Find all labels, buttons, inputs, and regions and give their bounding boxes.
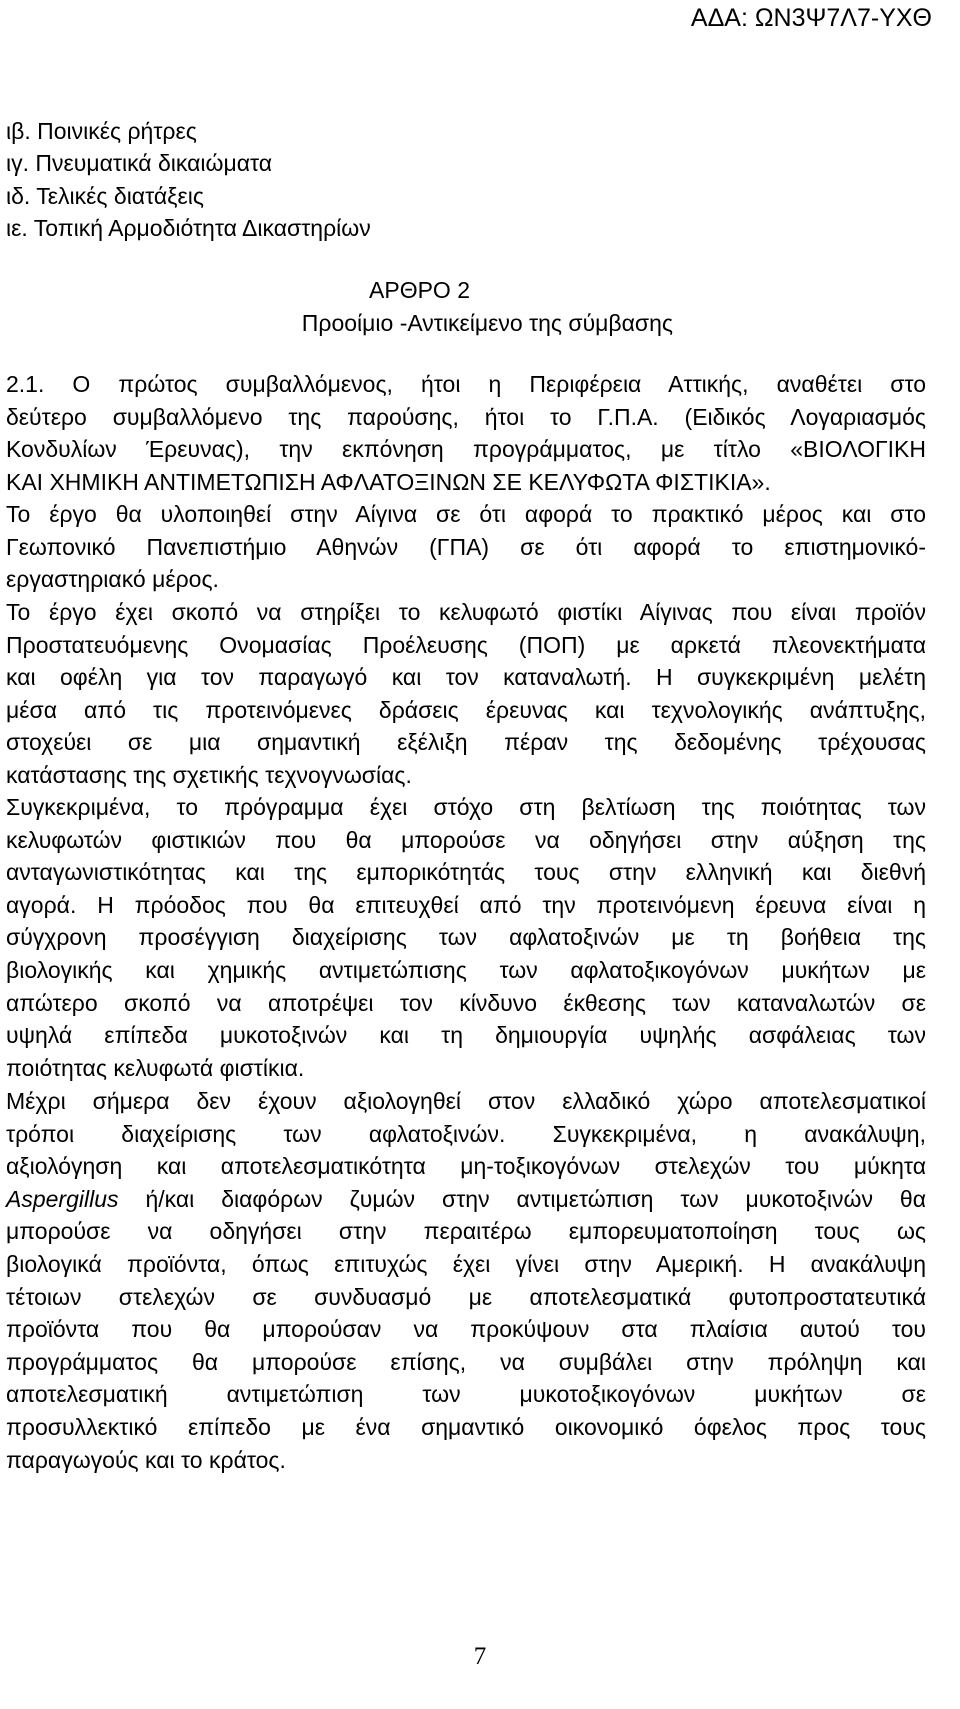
article-subtitle: Προοίμιο -Αντικείμενο της σύμβασης xyxy=(301,310,673,336)
text-line: Γεωπονικό Πανεπιστήμιο Αθηνών (ΓΠΑ) σε ότι αφορά το επιστημονικό- xyxy=(6,533,926,560)
paragraph xyxy=(6,368,926,498)
text-line: κατάστασης της σχετικής τεχνογνωσίας. xyxy=(6,761,412,788)
text-line: μέσα από τις προτεινόμενες δράσεις έρευνας και τεχνολογικής ανάπτυξης, xyxy=(6,696,926,723)
text-line: προσυλλεκτικό επίπεδο με ένα σημαντικό οικονομικό όφελος προς τους xyxy=(6,1413,926,1440)
text-line: στοχεύει σε μια σημαντική εξέλιξη πέραν της δεδομένης τρέχουσας xyxy=(6,729,926,756)
text-line: μπορούσε να οδηγήσει στην περαιτέρω εμπορευματοποίηση τους ως xyxy=(6,1218,926,1245)
text-line: υψηλά επίπεδα μυκοτοξινών και τη δημιουργία υψηλής ασφάλειας των xyxy=(6,1022,926,1049)
text-line: τρόποι διαχείρισης των αφλατοξινών. Συγκεκριμένα, η ανακάλυψη, xyxy=(6,1120,926,1147)
text-line: τέτοιων στελεχών σε συνδυασμό με αποτελεσματικά φυτοπροστατευτικά xyxy=(6,1283,926,1310)
text-line: Το έργο έχει σκοπό να στηρίξει το κελυφωτό φιστίκι Αίγινας που είναι προϊόν xyxy=(6,599,926,625)
ada-code: ΑΔΑ: ΩΝ3Ψ7Λ7-ΥΧΘ xyxy=(690,4,932,32)
text-line: Συγκεκριμένα, το πρόγραμμα έχει στόχο στη βελτίωση της ποιότητας των xyxy=(6,794,926,820)
page-number: 7 xyxy=(473,1643,487,1670)
text-line: Το έργο θα υλοποιηθεί στην Αίγινα σε ότι αφορά το πρακτικό μέρος και στο xyxy=(6,501,926,527)
text-line: Προστατευόμενης Ονομασίας Προέλευσης (ΠΟΠ) με αρκετά πλεονεκτήματα xyxy=(6,631,926,658)
text-line: ΚΑΙ ΧΗΜΙΚΗ ΑΝΤΙΜΕΤΩΠΙΣΗ ΑΦΛΑΤΟΞΙΝΩΝ ΣΕ ΚΕΛΥΦΩΤΑ ΦΙΣΤΙΚΙΑ». xyxy=(6,468,771,495)
paragraph xyxy=(6,791,926,1084)
text-line: παραγωγούς και το κράτος. xyxy=(6,1446,286,1473)
text-line: προϊόντα που θα μπορούσαν να προκύψουν στα πλαίσια αυτού του xyxy=(6,1316,926,1343)
text-line: ποιότητας κελυφωτά φιστίκια. xyxy=(6,1054,305,1081)
text-line: 2.1. Ο πρώτος συμβαλλόμενος, ήτοι η Περιφέρεια Αττικής, αναθέτει στο xyxy=(6,371,926,397)
text-line: Κονδυλίων Έρευνας), την εκπόνηση προγράμματος, με τίτλο «ΒΙΟΛΟΓΙΚΗ xyxy=(6,436,926,463)
paragraph xyxy=(6,498,926,596)
species-name: Aspergillus xyxy=(6,1185,119,1212)
paragraph xyxy=(6,596,926,792)
text-line: αγορά. Η πρόοδος που θα επιτευχθεί από την προτεινόμενη έρευνα είναι η xyxy=(6,891,926,918)
text-line: προγράμματος θα μπορούσε επίσης, να συμβάλει στην πρόληψη και xyxy=(6,1348,926,1375)
text-line: απώτερο σκοπό να αποτρέψει τον κίνδυνο έκθεσης των καταναλωτών σε xyxy=(6,989,926,1016)
text-line: δεύτερο συμβαλλόμενο της παρούσης, ήτοι το Γ.Π.Α. (Ειδικός Λογαριασμός xyxy=(6,403,926,430)
list-item: ιε. Τοπική Αρμοδιότητα Δικαστηρίων xyxy=(6,215,371,241)
text-line: βιολογικά προϊόντα, όπως επιτυχώς έχει γίνει στην Αμερική. Η ανακάλυψη xyxy=(6,1250,926,1277)
text-line: αποτελεσματική αντιμετώπιση των μυκοτοξικογόνων μυκήτων σε xyxy=(6,1381,926,1408)
text-line: εργαστηριακό μέρος. xyxy=(6,566,219,593)
paragraph xyxy=(6,1085,926,1476)
text-line: αξιολόγηση και αποτελεσματικότητα μη-τοξικογόνων στελεχών του μύκητα xyxy=(6,1153,926,1180)
text-line: και οφέλη για τον παραγωγό και τον καταναλωτή. Η συγκεκριμένη μελέτη xyxy=(6,664,926,691)
text-line: Μέχρι σήμερα δεν έχουν αξιολογηθεί στον ελλαδικό χώρο αποτελεσματικοί xyxy=(6,1088,926,1114)
text-line: βιολογικής και χημικής αντιμετώπισης των αφλατοξικογόνων μυκήτων με xyxy=(6,956,926,983)
text-line: σύγχρονη προσέγγιση διαχείρισης των αφλατοξινών με τη βοήθεια της xyxy=(6,924,926,951)
list-item: ιγ. Πνευματικά δικαιώματα xyxy=(6,150,273,176)
text-line: ανταγωνιστικότητας και της εμπορικότητάς τους στην ελληνική και διεθνή xyxy=(6,859,926,886)
article-title: ΑΡΘΡΟ 2 xyxy=(369,277,470,303)
text-line: Aspergillus ή/και διαφόρων ζυμών στην αντιμετώπιση των μυκοτοξινών θα xyxy=(6,1185,926,1212)
text-line: κελυφωτών φιστικιών που θα μπορούσε να οδηγήσει στην αύξηση της xyxy=(6,826,926,853)
list-item: ιδ. Τελικές διατάξεις xyxy=(6,183,204,209)
list-item: ιβ. Ποινικές ρήτρες xyxy=(6,118,197,144)
